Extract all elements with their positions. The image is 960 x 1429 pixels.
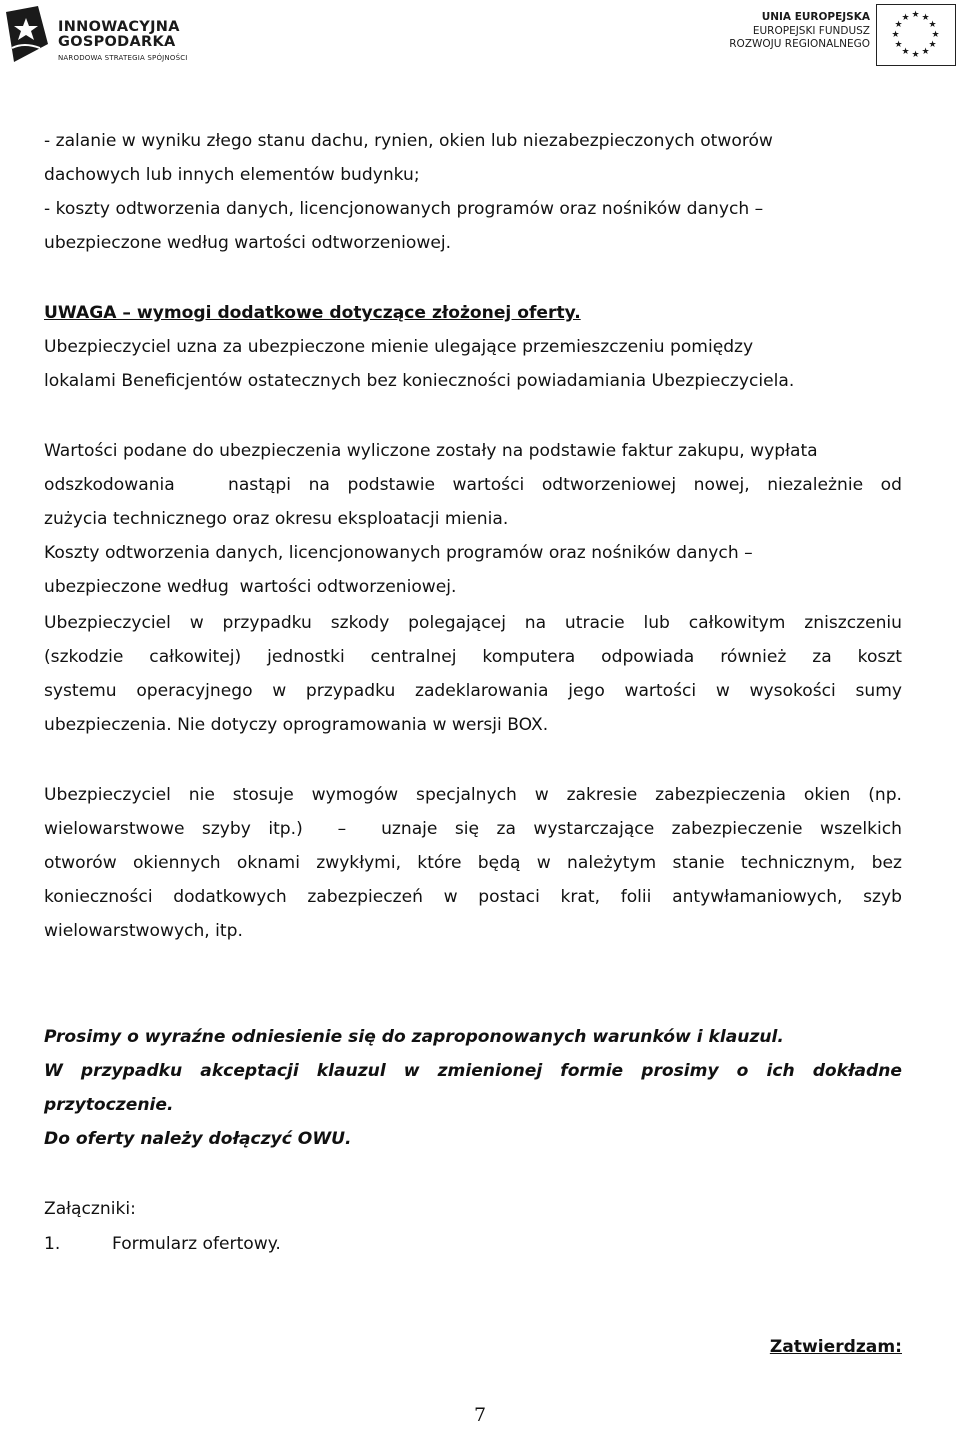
body-line: konieczności dodatkowych zabezpieczeń w postaci krat, folii antywłamaniowych, szyb — [44, 887, 902, 907]
svg-text:★: ★ — [891, 30, 900, 40]
ig-line2: GOSPODARKA — [58, 34, 176, 50]
svg-text:★: ★ — [911, 10, 920, 20]
body-line: otworów okiennych oknami zwykłymi, które będą w należytym stanie technicznym, bez — [44, 853, 902, 873]
svg-text:★: ★ — [928, 20, 937, 30]
body-line-part: odszkodowania — [44, 475, 175, 495]
attachments-label: Załączniki: — [44, 1199, 136, 1219]
eu-text — [729, 11, 870, 52]
emphasis-line: Do oferty należy dołączyć OWU. — [44, 1129, 352, 1149]
body-line: - zalanie w wyniku złego stanu dachu, rynien, okien lub niezabezpieczonych otworów — [44, 131, 773, 151]
body-line: ubezpieczenia. Nie dotyczy oprogramowania w wersji BOX. — [44, 715, 549, 735]
svg-text:★: ★ — [928, 40, 937, 50]
innowacyjna-gospodarka-logo — [4, 4, 204, 66]
eu-logo — [729, 4, 956, 66]
eu-flag-icon — [876, 4, 956, 66]
attachment-number: 1. — [44, 1234, 61, 1254]
svg-text:★: ★ — [901, 47, 910, 57]
svg-text:★: ★ — [921, 47, 930, 57]
body-line: Ubezpieczyciel nie stosuje wymogów specjalnych w zakresie zabezpieczenia okien (np. — [44, 785, 902, 805]
body-line: ubezpieczone według wartości odtworzeniowej. — [44, 233, 452, 253]
body-line-part: nastąpi na podstawie wartości odtworzeniowej nowej, niezależnie od — [228, 475, 902, 495]
eu-line3: ROZWOJU REGIONALNEGO — [729, 38, 870, 50]
body-line: Wartości podane do ubezpieczenia wyliczone zostały na podstawie faktur zakupu, wypłata — [44, 441, 818, 461]
body-line: (szkodzie całkowitej) jednostki centralnej komputera odpowiada również za koszt — [44, 647, 902, 667]
approval-label: Zatwierdzam: — [769, 1337, 902, 1357]
page-header — [0, 0, 960, 70]
svg-text:★: ★ — [901, 13, 910, 23]
emphasis-line: W przypadku akceptacji klauzul w zmienionej formie prosimy o ich dokładne — [44, 1061, 902, 1081]
svg-text:★: ★ — [894, 40, 903, 50]
svg-text:★: ★ — [894, 20, 903, 30]
page-number: 7 — [473, 1404, 487, 1426]
body-line: ubezpieczone według wartości odtworzeniowej. — [44, 577, 457, 597]
ig-tagline: NARODOWA STRATEGIA SPÓJNOŚCI — [58, 54, 188, 62]
body-line: zużycia technicznego oraz okresu eksploatacji mienia. — [44, 509, 509, 529]
body-line: Ubezpieczyciel uzna za ubezpieczone mienie ulegające przemieszczeniu pomiędzy — [44, 337, 754, 357]
body-line: dachowych lub innych elementów budynku; — [44, 165, 420, 185]
body-line: Koszty odtworzenia danych, licencjonowanych programów oraz nośników danych – — [44, 543, 753, 563]
ig-line1: INNOWACYJNA — [58, 19, 180, 35]
ig-emblem-icon — [4, 4, 50, 64]
body-line: wielowarstwowych, itp. — [44, 921, 243, 941]
eu-line2: EUROPEJSKI FUNDUSZ — [752, 24, 870, 37]
attachment-item: Formularz ofertowy. — [112, 1234, 281, 1254]
body-line: systemu operacyjnego w przypadku zadeklarowania jego wartości w wysokości sumy — [44, 681, 902, 701]
svg-text:★: ★ — [911, 50, 920, 60]
svg-text:★: ★ — [921, 13, 930, 23]
section-heading: UWAGA – wymogi dodatkowe dotyczące złożonej oferty. — [44, 303, 581, 323]
body-line: - koszty odtworzenia danych, licencjonowanych programów oraz nośników danych – — [44, 199, 764, 219]
emphasis-line: Prosimy o wyraźne odniesienie się do zaproponowanych warunków i klauzul. — [44, 1027, 784, 1047]
svg-text:★: ★ — [931, 30, 940, 40]
body-line: wielowarstwowe szyby itp.) – uznaje się za wystarczające zabezpieczenie wszelkich — [44, 819, 902, 839]
body-line: lokalami Beneficjentów ostatecznych bez konieczności powiadamiania Ubezpieczyciela. — [44, 371, 795, 391]
ig-brand-text — [58, 20, 180, 50]
emphasis-line: przytoczenie. — [44, 1095, 174, 1115]
body-line: Ubezpieczyciel w przypadku szkody polegającej na utracie lub całkowitym zniszczeniu — [44, 613, 902, 633]
eu-line1: UNIA EUROPEJSKA — [761, 11, 870, 23]
